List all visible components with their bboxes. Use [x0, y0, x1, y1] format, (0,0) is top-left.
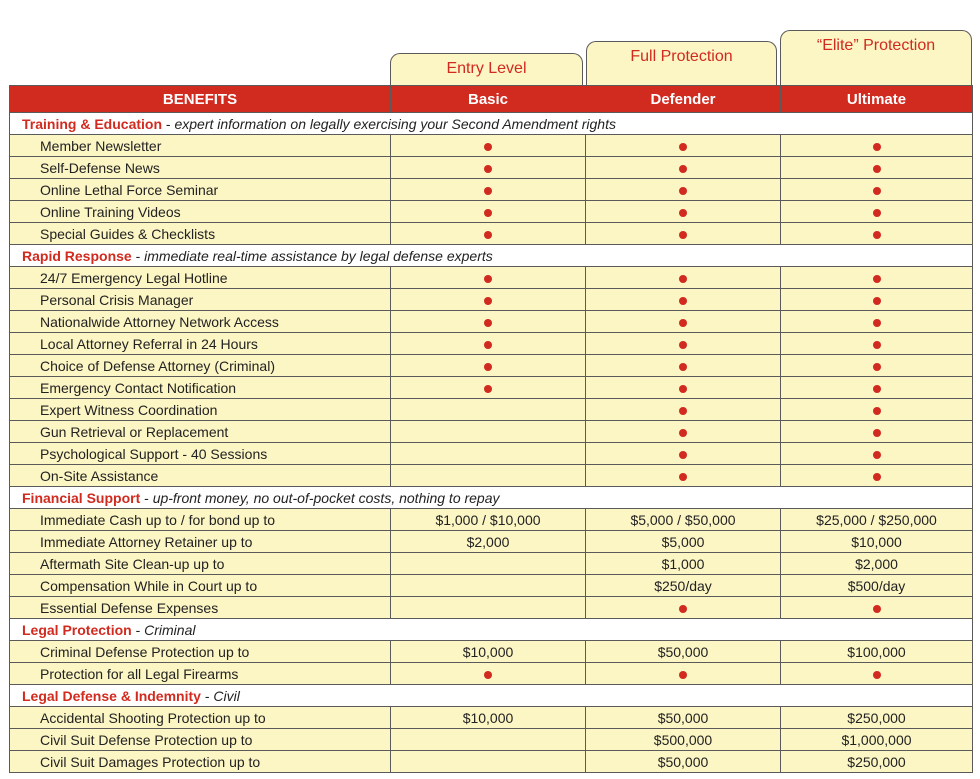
section-row: [10, 113, 973, 135]
tab-elite-protection: [780, 30, 972, 86]
section-separator: -: [162, 115, 175, 132]
cell-defender: $1,000: [586, 553, 781, 575]
benefit-label: Member Newsletter: [10, 135, 391, 157]
table-body: [10, 113, 973, 773]
benefit-label: Personal Crisis Manager: [10, 289, 391, 311]
tab-full-protection: [586, 41, 777, 86]
cell-basic: [391, 135, 586, 157]
section-name: Rapid Response: [22, 247, 132, 264]
included-dot-icon: [679, 671, 687, 679]
header-ultimate: Ultimate: [781, 86, 973, 113]
included-dot-icon: [484, 209, 492, 217]
benefit-label: On-Site Assistance: [10, 465, 391, 487]
section-header: [10, 245, 973, 267]
cell-defender: [586, 597, 781, 619]
cell-basic: $1,000 / $10,000: [391, 509, 586, 531]
section-description: Criminal: [144, 621, 196, 638]
included-dot-icon: [484, 671, 492, 679]
benefit-label: Immediate Attorney Retainer up to: [10, 531, 391, 553]
header-basic: Basic: [391, 86, 586, 113]
cell-basic: [391, 663, 586, 685]
table-row: [10, 729, 973, 751]
included-dot-icon: [873, 407, 881, 415]
included-dot-icon: [484, 363, 492, 371]
cell-defender: [586, 377, 781, 399]
included-dot-icon: [679, 319, 687, 327]
cell-ultimate: [781, 289, 973, 311]
cell-basic: [391, 267, 586, 289]
table-row: [10, 135, 973, 157]
table-row: [10, 553, 973, 575]
cell-defender: [586, 465, 781, 487]
table-row: [10, 333, 973, 355]
section-header: [10, 619, 973, 641]
cell-defender: $50,000: [586, 707, 781, 729]
table-row: [10, 751, 973, 773]
table-row: [10, 179, 973, 201]
cell-ultimate: $2,000: [781, 553, 973, 575]
cell-defender: [586, 135, 781, 157]
included-dot-icon: [679, 473, 687, 481]
cell-defender: $50,000: [586, 641, 781, 663]
benefit-label: Civil Suit Defense Protection up to: [10, 729, 391, 751]
included-dot-icon: [873, 297, 881, 305]
included-dot-icon: [679, 429, 687, 437]
header-defender: Defender: [586, 86, 781, 113]
benefit-label: Civil Suit Damages Protection up to: [10, 751, 391, 773]
section-separator: -: [140, 489, 153, 506]
table-row: [10, 201, 973, 223]
header-benefits: BENEFITS: [10, 86, 391, 113]
cell-basic: [391, 157, 586, 179]
cell-defender: [586, 201, 781, 223]
included-dot-icon: [484, 165, 492, 173]
cell-basic: [391, 311, 586, 333]
cell-basic: [391, 179, 586, 201]
cell-defender: $500,000: [586, 729, 781, 751]
section-separator: -: [200, 687, 214, 704]
section-separator: -: [131, 247, 145, 264]
benefit-label: Protection for all Legal Firearms: [10, 663, 391, 685]
cell-ultimate: $250,000: [781, 707, 973, 729]
included-dot-icon: [873, 187, 881, 195]
cell-defender: $5,000 / $50,000: [586, 509, 781, 531]
table-row: [10, 355, 973, 377]
cell-defender: [586, 443, 781, 465]
cell-defender: [586, 157, 781, 179]
cell-basic: $10,000: [391, 641, 586, 663]
cell-basic: [391, 729, 586, 751]
cell-defender: $50,000: [586, 751, 781, 773]
section-row: [10, 487, 973, 509]
benefits-table: [9, 85, 973, 773]
cell-basic: [391, 289, 586, 311]
section-row: [10, 685, 973, 707]
included-dot-icon: [679, 451, 687, 459]
table-row: [10, 663, 973, 685]
tab-entry-level: [390, 53, 583, 86]
cell-ultimate: $10,000: [781, 531, 973, 553]
cell-ultimate: [781, 597, 973, 619]
cell-defender: [586, 223, 781, 245]
section-name: Legal Protection: [22, 621, 132, 638]
cell-defender: [586, 421, 781, 443]
table-row: [10, 641, 973, 663]
included-dot-icon: [873, 385, 881, 393]
section-row: [10, 245, 973, 267]
section-separator: -: [131, 621, 145, 638]
cell-basic: [391, 333, 586, 355]
benefit-label: Local Attorney Referral in 24 Hours: [10, 333, 391, 355]
cell-ultimate: $1,000,000: [781, 729, 973, 751]
cell-basic: [391, 355, 586, 377]
header-row: [10, 86, 973, 113]
included-dot-icon: [873, 165, 881, 173]
cell-ultimate: [781, 663, 973, 685]
section-description: expert information on legally exercising your Second Amendment rights: [174, 115, 616, 132]
included-dot-icon: [873, 319, 881, 327]
cell-ultimate: $500/day: [781, 575, 973, 597]
table-row: [10, 289, 973, 311]
benefit-label: Nationalwide Attorney Network Access: [10, 311, 391, 333]
included-dot-icon: [679, 385, 687, 393]
cell-basic: $2,000: [391, 531, 586, 553]
cell-ultimate: [781, 267, 973, 289]
tab-label: “Elite” Protection: [816, 37, 936, 54]
included-dot-icon: [873, 429, 881, 437]
benefit-label: Criminal Defense Protection up to: [10, 641, 391, 663]
cell-ultimate: [781, 355, 973, 377]
table-row: [10, 267, 973, 289]
cell-basic: [391, 377, 586, 399]
table-row: [10, 707, 973, 729]
cell-ultimate: [781, 201, 973, 223]
included-dot-icon: [484, 143, 492, 151]
cell-ultimate: [781, 465, 973, 487]
benefit-label: Compensation While in Court up to: [10, 575, 391, 597]
cell-basic: [391, 421, 586, 443]
cell-defender: [586, 663, 781, 685]
section-description: up-front money, no out-of-pocket costs, nothing to repay: [152, 489, 500, 506]
benefit-label: Choice of Defense Attorney (Criminal): [10, 355, 391, 377]
included-dot-icon: [679, 187, 687, 195]
included-dot-icon: [873, 363, 881, 371]
cell-basic: [391, 597, 586, 619]
cell-ultimate: $100,000: [781, 641, 973, 663]
section-description: Civil: [213, 687, 240, 704]
cell-defender: [586, 311, 781, 333]
cell-ultimate: $25,000 / $250,000: [781, 509, 973, 531]
included-dot-icon: [873, 143, 881, 151]
cell-ultimate: [781, 311, 973, 333]
cell-basic: [391, 201, 586, 223]
benefit-label: Aftermath Site Clean-up up to: [10, 553, 391, 575]
benefit-label: Online Training Videos: [10, 201, 391, 223]
benefit-label: Accidental Shooting Protection up to: [10, 707, 391, 729]
included-dot-icon: [873, 275, 881, 283]
cell-defender: $250/day: [586, 575, 781, 597]
section-row: [10, 619, 973, 641]
section-header: [10, 685, 973, 707]
benefit-label: Self-Defense News: [10, 157, 391, 179]
cell-basic: [391, 443, 586, 465]
included-dot-icon: [484, 319, 492, 327]
cell-basic: [391, 575, 586, 597]
section-description: immediate real-time assistance by legal defense experts: [144, 247, 493, 264]
benefit-label: Emergency Contact Notification: [10, 377, 391, 399]
cell-ultimate: [781, 421, 973, 443]
tab-label: Full Protection: [630, 48, 733, 65]
included-dot-icon: [873, 231, 881, 239]
table-row: [10, 575, 973, 597]
included-dot-icon: [679, 209, 687, 217]
included-dot-icon: [679, 275, 687, 283]
included-dot-icon: [679, 407, 687, 415]
cell-defender: [586, 355, 781, 377]
cell-ultimate: [781, 443, 973, 465]
table-row: [10, 531, 973, 553]
included-dot-icon: [873, 605, 881, 613]
table-row: [10, 377, 973, 399]
section-name: Training & Education: [22, 115, 163, 132]
included-dot-icon: [679, 231, 687, 239]
included-dot-icon: [873, 473, 881, 481]
cell-ultimate: [781, 223, 973, 245]
benefit-label: Gun Retrieval or Replacement: [10, 421, 391, 443]
included-dot-icon: [679, 143, 687, 151]
cell-basic: [391, 465, 586, 487]
included-dot-icon: [484, 297, 492, 305]
cell-basic: [391, 399, 586, 421]
cell-defender: [586, 289, 781, 311]
table-row: [10, 509, 973, 531]
included-dot-icon: [679, 341, 687, 349]
cell-basic: $10,000: [391, 707, 586, 729]
included-dot-icon: [484, 275, 492, 283]
benefit-label: Essential Defense Expenses: [10, 597, 391, 619]
included-dot-icon: [484, 385, 492, 393]
included-dot-icon: [679, 297, 687, 305]
cell-defender: [586, 179, 781, 201]
benefit-label: Online Lethal Force Seminar: [10, 179, 391, 201]
section-name: Financial Support: [22, 489, 141, 506]
included-dot-icon: [679, 165, 687, 173]
cell-basic: [391, 553, 586, 575]
tab-label: Entry Level: [446, 60, 527, 77]
table-row: [10, 465, 973, 487]
cell-ultimate: [781, 399, 973, 421]
table-row: [10, 421, 973, 443]
cell-defender: [586, 399, 781, 421]
included-dot-icon: [484, 341, 492, 349]
table-row: [10, 157, 973, 179]
table-row: [10, 443, 973, 465]
benefit-label: Psychological Support - 40 Sessions: [10, 443, 391, 465]
table-row: [10, 399, 973, 421]
cell-ultimate: [781, 333, 973, 355]
cell-ultimate: [781, 157, 973, 179]
cell-defender: [586, 333, 781, 355]
benefit-label: Immediate Cash up to / for bond up to: [10, 509, 391, 531]
included-dot-icon: [484, 231, 492, 239]
cell-ultimate: [781, 377, 973, 399]
included-dot-icon: [873, 209, 881, 217]
cell-basic: [391, 751, 586, 773]
cell-ultimate: [781, 135, 973, 157]
section-name: Legal Defense & Indemnity: [22, 687, 201, 704]
included-dot-icon: [484, 187, 492, 195]
benefit-label: Expert Witness Coordination: [10, 399, 391, 421]
section-header: [10, 487, 973, 509]
benefit-label: 24/7 Emergency Legal Hotline: [10, 267, 391, 289]
included-dot-icon: [679, 605, 687, 613]
included-dot-icon: [873, 671, 881, 679]
included-dot-icon: [873, 451, 881, 459]
table-row: [10, 597, 973, 619]
cell-ultimate: $250,000: [781, 751, 973, 773]
cell-basic: [391, 223, 586, 245]
table-row: [10, 223, 973, 245]
cell-defender: [586, 267, 781, 289]
benefit-label: Special Guides & Checklists: [10, 223, 391, 245]
table-row: [10, 311, 973, 333]
section-header: [10, 113, 973, 135]
included-dot-icon: [873, 341, 881, 349]
included-dot-icon: [679, 363, 687, 371]
cell-ultimate: [781, 179, 973, 201]
cell-defender: $5,000: [586, 531, 781, 553]
